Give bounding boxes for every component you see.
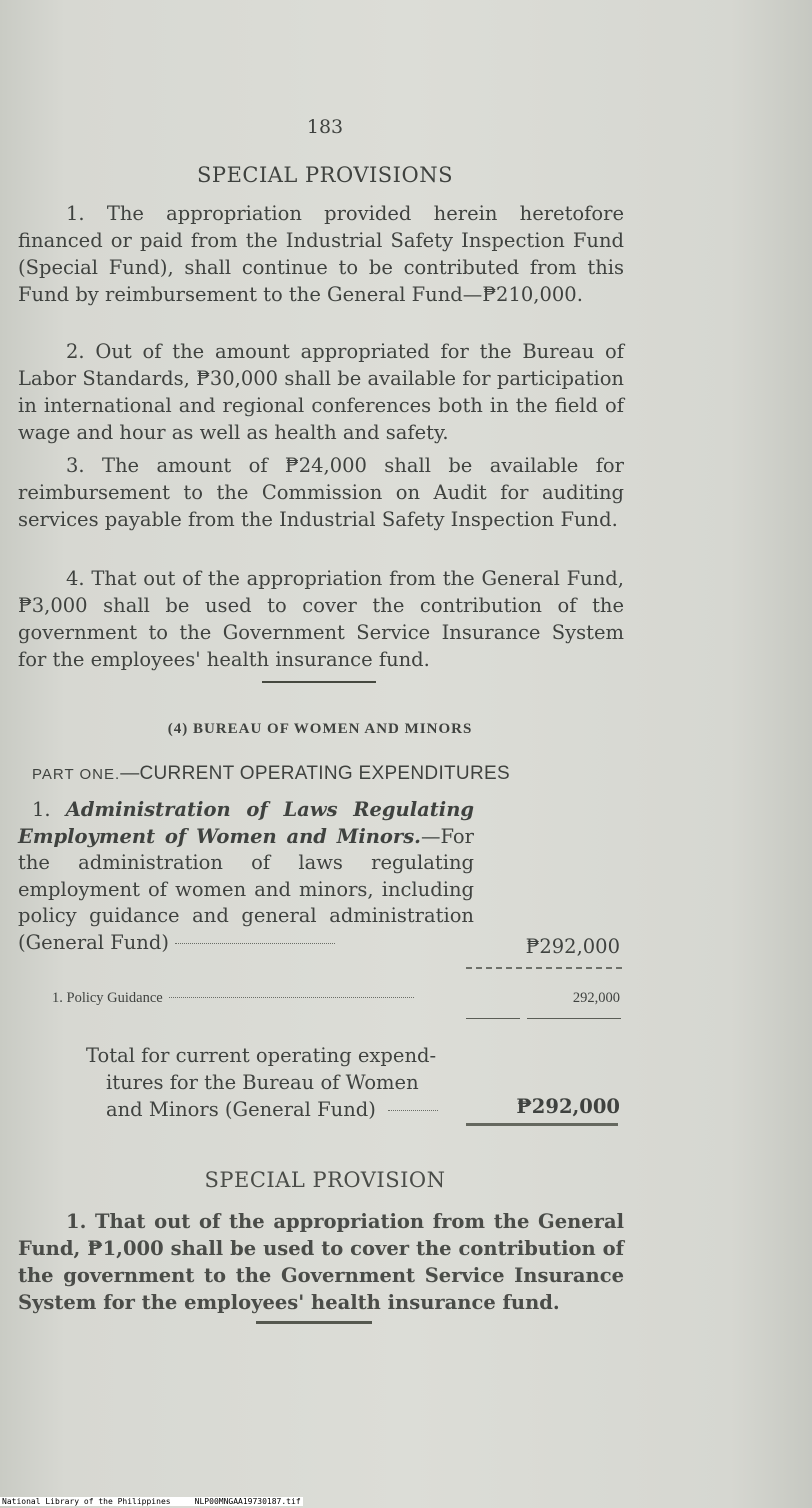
- section-divider: [262, 681, 376, 683]
- special-provisions-heading: SPECIAL PROVISIONS: [197, 163, 453, 187]
- total-amount: ₱292,000: [516, 1095, 620, 1118]
- provision-3: 3. The amount of ₱24,000 shall be available for reimbursement to the Commission on Audit for auditing services payable from the Industrial Safety Inspection Fund.: [18, 454, 624, 531]
- total-label: Total for current operating expend- itures for the Bureau of Women and Minors (General Fund): [86, 1044, 437, 1121]
- admin-title: Administration of Laws Regulating Employment of Women and Minors.: [18, 798, 475, 848]
- amount-rule: [466, 967, 622, 969]
- special-provision-1: 1. That out of the appropriation from the General Fund, ₱1,000 shall be used to cover the contribution of the government to the Government Service Insurance System for the employees' health insurance fund.: [18, 1210, 624, 1314]
- special-provision-heading: SPECIAL PROVISION: [204, 1168, 446, 1192]
- leader-dots: [169, 997, 414, 998]
- admin-amount: ₱292,000: [525, 935, 620, 958]
- leader-dots: [175, 943, 335, 944]
- policy-guidance-amount: 292,000: [572, 990, 620, 1006]
- leader-dots: [388, 1110, 438, 1111]
- subtotal-rule-right: [527, 1018, 621, 1019]
- provision-4: 4. That out of the appropriation from the General Fund, ₱3,000 shall be used to cover the contribution of the government to the Government Service Insurance System for the employees' health insurance fund.: [18, 567, 624, 671]
- page-number: 183: [306, 116, 344, 138]
- part-prefix: PART ONE.: [32, 766, 121, 783]
- subtotal-rule-left: [466, 1018, 520, 1019]
- part-heading: [32, 763, 510, 785]
- admin-number: 1.: [32, 798, 51, 821]
- total-double-rule: [466, 1123, 618, 1126]
- scan-footer: National Library of the Philippines NLP00MNGAA19730187.tif: [2, 1497, 301, 1506]
- end-divider: [256, 1321, 372, 1324]
- provision-2: 2. Out of the amount appropriated for the Bureau of Labor Standards, ₱30,000 shall be available for participation in international and regional conferences both in the field of wage and hour as well as health and safety.: [18, 340, 624, 444]
- administration-item: [18, 797, 474, 956]
- part-title: CURRENT OPERATING EXPENDITURES: [139, 763, 510, 784]
- part-dash: —: [120, 763, 140, 784]
- admin-text: —For the administration of laws regulating employment of women and minors, including policy guidance and general administration (General Fund): [18, 824, 474, 954]
- provision-1: 1. The appropriation provided herein heretofore financed or paid from the Industrial Safety Inspection Fund (Special Fund), shall continue to be contributed from this Fund by reimbursement to the General Fund—₱210,000.: [18, 202, 624, 306]
- policy-guidance-label: 1. Policy Guidance: [52, 990, 414, 1007]
- bureau-heading: (4) BUREAU OF WOMEN AND MINORS: [167, 721, 473, 737]
